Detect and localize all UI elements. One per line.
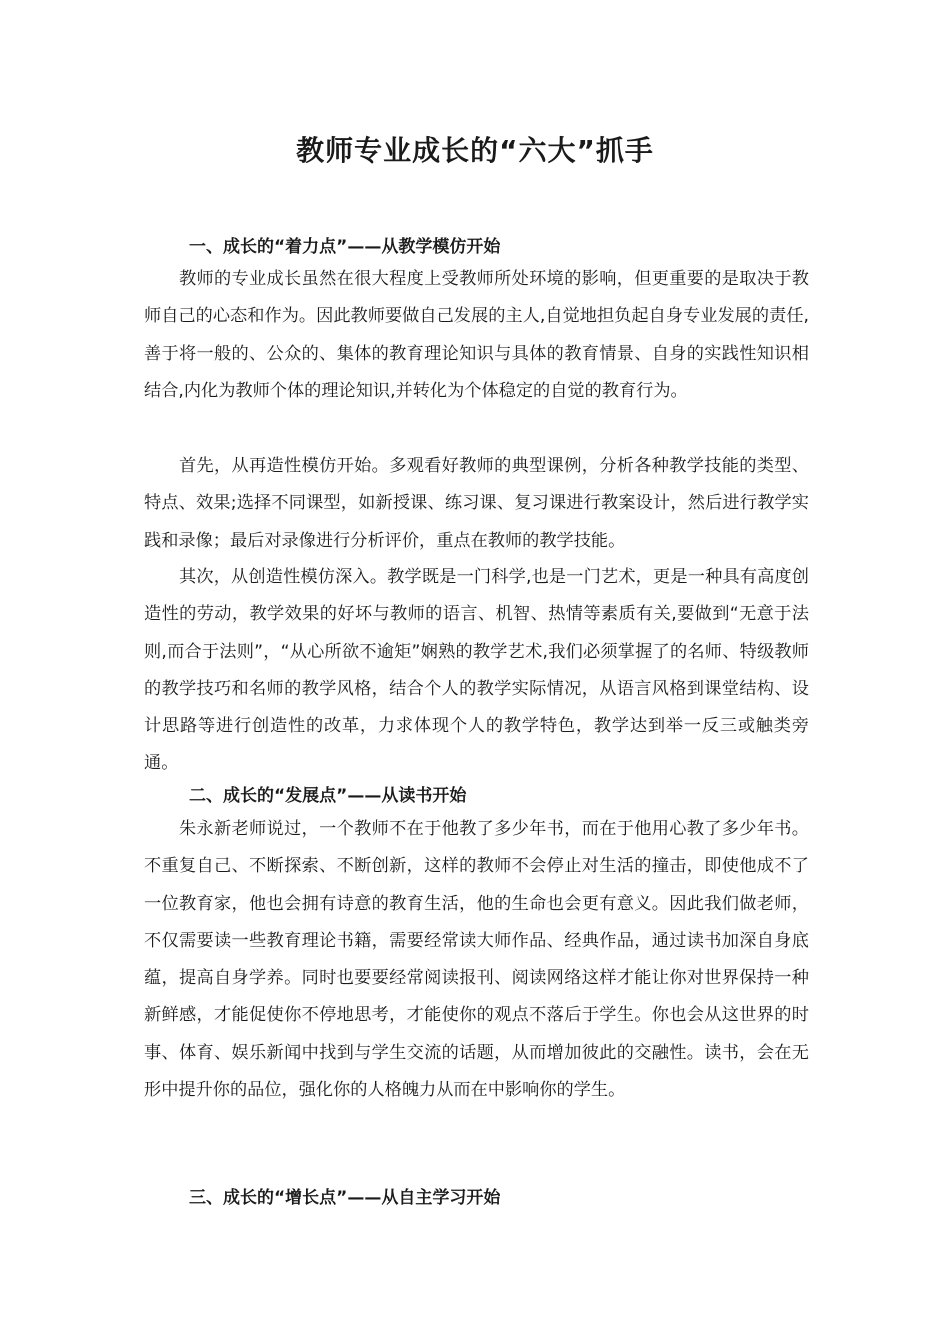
paragraph-3: 其次，从创造性模仿深入。教学既是一门科学,也是一门艺术，更是一种具有高度创造性的劳动，教学效果的好坏与教师的语言、机智、热情等素质有关,要做到“无意于法则,而合于法则”，“从心所欲不逾矩”娴熟的教学艺术,我们必须掌握了的名师、特级教师的教学技巧和名师的教学风格，结合个人的教学实际情况，从语言风格到课堂结构、设计思路等进行创造性的改革，力求体现个人的教学特色，教学达到举一反三或触类旁通。	[144, 567, 809, 774]
section-heading-3: 三、成长的“增长点”——从自主学习开始	[189, 1188, 501, 1208]
section-heading-1: 一、成长的“着力点”——从教学模仿开始	[189, 237, 501, 257]
paragraph-2: 首先，从再造性模仿开始。多观看好教师的典型课例，分析各种教学技能的类型、特点、效果;选择不同课型，如新授课、练习课、复习课进行教案设计，然后进行教学实践和录像；最后对录像进行分析评价，重点在教师的教学技能。	[144, 456, 809, 551]
paragraph-4: 朱永新老师说过，一个教师不在于他教了多少年书，而在于他用心教了多少年书。不重复自己、不断探索、不断创新，这样的教师不会停止对生活的撞击，即使他成不了一位教育家，他也会拥有诗意的教育生活，他的生命也会更有意义。因此我们做老师，不仅需要读一些教育理论书籍，需要经常读大师作品、经典作品，通过读书加深自身底蕴，提高自身学养。同时也要要经常阅读报刊、阅读网络这样才能让你对世界保持一种新鲜感，才能促使你不停地思考，才能使你的观点不落后于学生。你也会从这世界的时事、体育、娱乐新闻中找到与学生交流的话题，从而增加彼此的交融性。读书，会在无形中提升你的品位，强化你的人格魄力从而在中影响你的学生。	[144, 819, 809, 1101]
document-title: 教师专业成长的“六大”抓手	[296, 134, 654, 167]
paragraph-1: 教师的专业成长虽然在很大程度上受教师所处环境的影响，但更重要的是取决于教师自己的心态和作为。因此教师要做自己发展的主人,自觉地担负起自身专业发展的责任,善于将一般的、公众的、集体的教育理论知识与具体的教育情景、自身的实践性知识相结合,内化为教师个体的理论知识,并转化为个体稳定的自觉的教育行为。	[144, 269, 809, 401]
section-heading-2: 二、成长的“发展点”——从读书开始	[189, 786, 467, 806]
